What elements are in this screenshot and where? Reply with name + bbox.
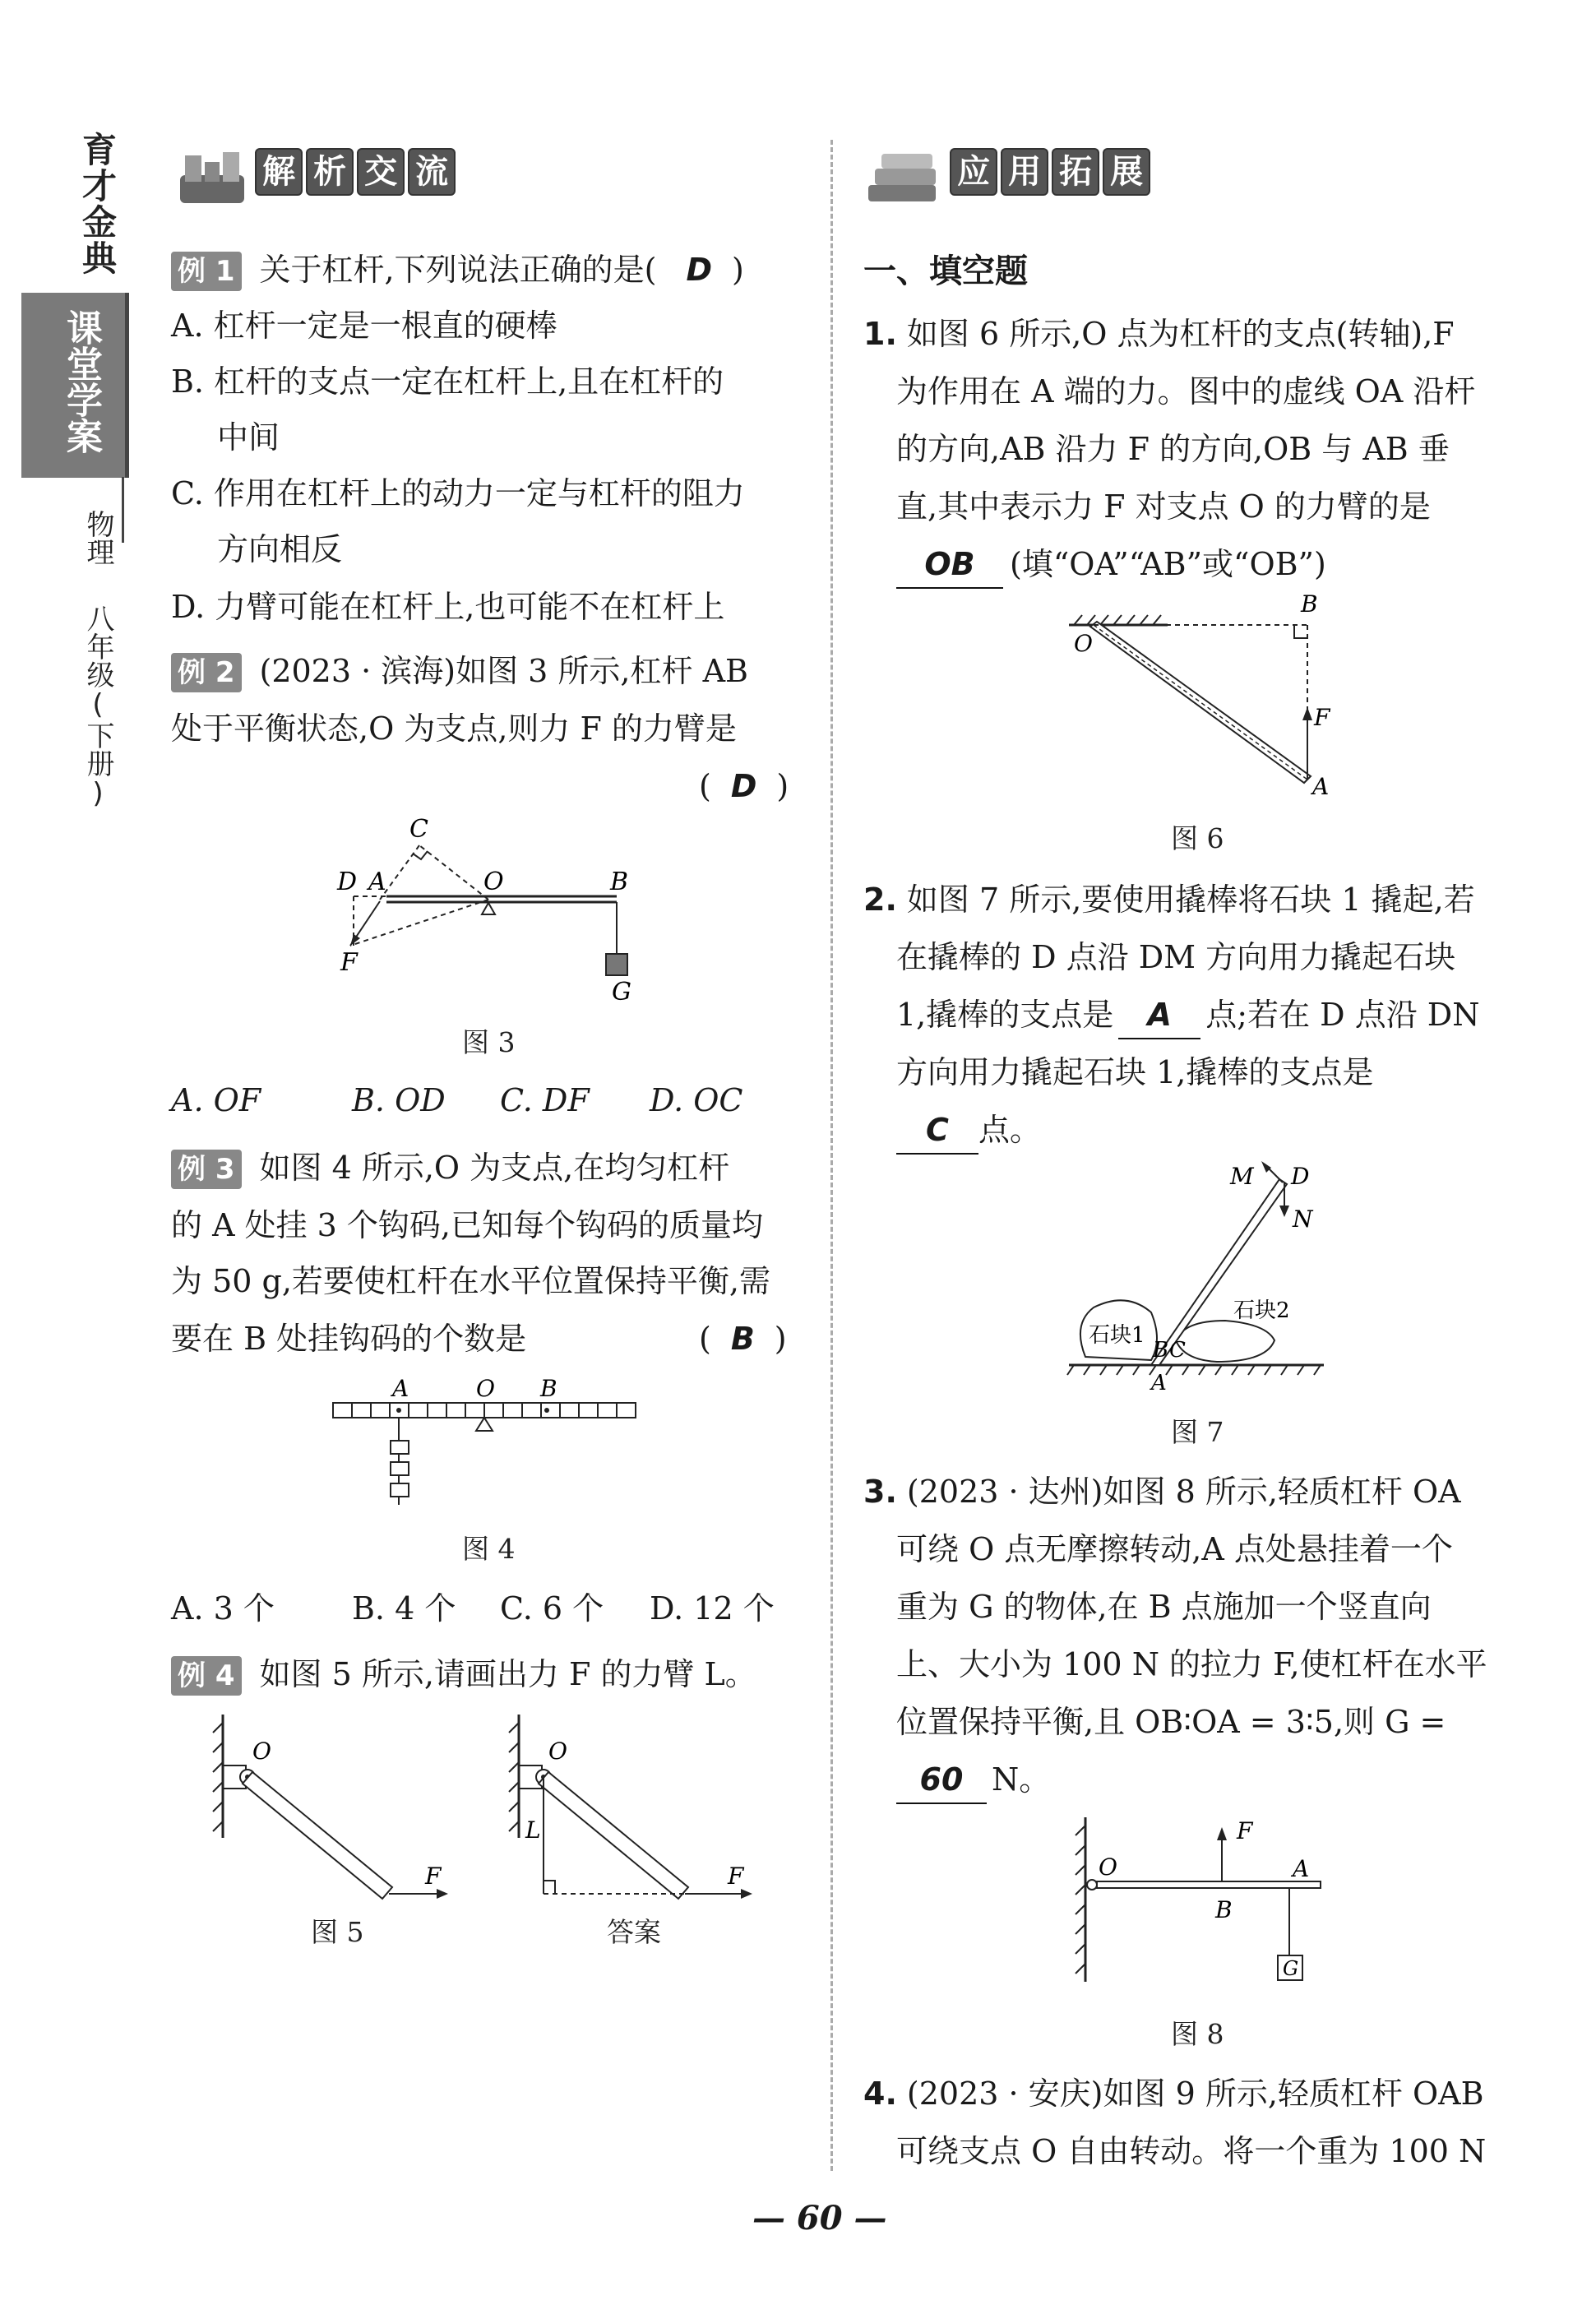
left-header-char: 交 bbox=[357, 148, 405, 196]
figure-3-caption: 图 3 bbox=[462, 1026, 516, 1058]
fig8-label-a: A bbox=[1293, 1855, 1310, 1882]
fig3-label-d: D bbox=[337, 868, 358, 896]
example-4-badge: 例 4 bbox=[171, 1656, 242, 1696]
fig7-label-b: B bbox=[1153, 1338, 1169, 1363]
q4-line-2: 可绕支点 O 自由转动。将一个重为 100 N bbox=[896, 2133, 1487, 2169]
left-header-char: 流 bbox=[408, 148, 456, 196]
right-header-char: 用 bbox=[1001, 148, 1048, 196]
fig4-label-a: A bbox=[392, 1375, 409, 1402]
q1-line-4: 直,其中表示力 F 对支点 O 的力臂的是 bbox=[896, 488, 1431, 525]
left-section-header bbox=[177, 148, 459, 206]
right-header-char: 拓 bbox=[1052, 148, 1099, 196]
q2-line-4: 方向用力撬起石块 1,撬棒的支点是 bbox=[896, 1054, 1374, 1090]
fig5-label-f: F bbox=[425, 1863, 442, 1890]
example-2-stem-2: 处于平衡状态,O 为支点,则力 F 的力臂是 bbox=[171, 710, 737, 747]
example-2-text: (2023 · 滨海)如图 3 所示,杠杆 AB bbox=[259, 653, 748, 689]
example-2-option-c: C. DF bbox=[500, 1082, 590, 1118]
example-3-stem-3: 为 50 g,若要使杠杆在水平位置保持平衡,需 bbox=[171, 1263, 770, 1299]
q2-line-5: C 点。 bbox=[896, 1107, 1041, 1155]
fig5a-label-l: L bbox=[525, 1816, 541, 1844]
example-3-option-c: C. 6 个 bbox=[500, 1590, 604, 1627]
fig7-label-stone2: 石块2 bbox=[1233, 1298, 1290, 1323]
books-icon bbox=[863, 150, 946, 208]
example-1-option-d: D. 力臂可能在杠杆上,也可能不在杠杆上 bbox=[171, 589, 725, 625]
example-1-option-c: C. 作用在杠杆上的动力一定与杠杆的阻力 bbox=[171, 475, 745, 511]
example-4-stem bbox=[171, 1651, 756, 1697]
fig7-label-n: N bbox=[1293, 1206, 1313, 1233]
q2-answer-2: C bbox=[896, 1107, 978, 1155]
example-2-answer-line: ( D ) bbox=[699, 768, 789, 804]
example-2-option-b: B. OD bbox=[352, 1082, 446, 1118]
q1-answer: OB bbox=[896, 541, 1003, 589]
fig3-label-a: A bbox=[368, 868, 386, 896]
q2-line-1: 2. 如图 7 所示,要使用撬棒将石块 1 撬起,若 bbox=[863, 882, 1475, 918]
figure-4 bbox=[325, 1373, 645, 1513]
figure-7-caption: 图 7 bbox=[1171, 1416, 1224, 1448]
example-3-answer-line: ( B ) bbox=[699, 1321, 787, 1357]
fig3-label-o: O bbox=[483, 868, 504, 896]
sidebar-rule bbox=[122, 477, 124, 543]
fig3-label-g: G bbox=[612, 978, 631, 1003]
analysis-icon bbox=[177, 150, 251, 208]
fig3-label-b: B bbox=[610, 868, 629, 896]
example-2-option-a: A. OF bbox=[171, 1082, 261, 1118]
figure-7 bbox=[1061, 1159, 1340, 1406]
fig3-label-f: F bbox=[340, 948, 358, 977]
fig6-label-o: O bbox=[1074, 630, 1093, 657]
page-number: — 60 — bbox=[752, 2199, 887, 2238]
fig7-label-c: C bbox=[1169, 1338, 1186, 1363]
q2-line-2: 在撬棒的 D 点沿 DM 方向用力撬起石块 bbox=[896, 939, 1456, 975]
figure-3 bbox=[312, 814, 658, 1003]
fig7-label-m: M bbox=[1230, 1163, 1254, 1190]
fig5-label-o: O bbox=[252, 1738, 271, 1765]
example-1-option-a: A. 杠杆一定是一根直的硬棒 bbox=[171, 308, 557, 344]
fig5a-label-f: F bbox=[728, 1863, 744, 1890]
example-3-badge: 例 3 bbox=[171, 1150, 242, 1189]
figure-5-answer-caption: 答案 bbox=[607, 1916, 661, 1948]
example-3-stem-4: 要在 B 处挂钩码的个数是 bbox=[171, 1321, 527, 1357]
example-3-option-b: B. 4 个 bbox=[352, 1590, 456, 1627]
figure-5 bbox=[210, 1706, 456, 1904]
q3-line-1: 3. (2023 · 达州)如图 8 所示,轻质杠杆 OA bbox=[863, 1474, 1461, 1510]
q3-line-6: 60 N。 bbox=[896, 1756, 1050, 1804]
example-4-text: 如图 5 所示,请画出力 F 的力臂 L。 bbox=[259, 1656, 756, 1692]
example-3-option-a: A. 3 个 bbox=[171, 1590, 275, 1627]
fig7-label-d: D bbox=[1291, 1163, 1310, 1190]
column-divider bbox=[830, 140, 833, 2171]
fig7-label-stone1: 石块1 bbox=[1089, 1323, 1145, 1348]
q3-line-5: 位置保持平衡,且 OB∶OA = 3∶5,则 G = bbox=[896, 1704, 1446, 1740]
example-3-answer: B bbox=[730, 1321, 755, 1357]
q1-line-5: OB (填“OA”“AB”或“OB”) bbox=[896, 541, 1326, 589]
right-header-char: 应 bbox=[950, 148, 997, 196]
figure-5-caption: 图 5 bbox=[311, 1916, 364, 1948]
figure-8-caption: 图 8 bbox=[1171, 2018, 1224, 2050]
example-3-stem-2: 的 A 处挂 3 个钩码,已知每个钩码的质量均 bbox=[171, 1207, 764, 1243]
fig7-label-a: A bbox=[1151, 1371, 1167, 1395]
sidebar-grade: 八年级(下册) bbox=[81, 604, 114, 810]
sidebar-section-label: 课堂学案 bbox=[60, 309, 102, 454]
q1-line-1: 1. 如图 6 所示,O 点为杠杆的支点(转轴),F bbox=[863, 316, 1455, 352]
fig3-label-c: C bbox=[409, 815, 428, 844]
q3-line-4: 上、大小为 100 N 的拉力 F,使杠杆在水平 bbox=[896, 1646, 1487, 1682]
q4-line-1: 4. (2023 · 安庆)如图 9 所示,轻质杠杆 OAB bbox=[863, 2076, 1484, 2112]
figure-4-caption: 图 4 bbox=[462, 1533, 516, 1565]
fig8-label-g: G bbox=[1283, 1957, 1299, 1980]
example-1-badge: 例 1 bbox=[171, 252, 242, 291]
example-3-option-d: D. 12 个 bbox=[650, 1590, 775, 1627]
q2-answer-1: A bbox=[1118, 992, 1200, 1039]
example-2-option-d: D. OC bbox=[650, 1082, 743, 1118]
example-1-option-c-cont: 方向相反 bbox=[217, 531, 343, 567]
example-3-stem-1 bbox=[171, 1145, 729, 1191]
right-header-char: 展 bbox=[1103, 148, 1150, 196]
example-2-badge: 例 2 bbox=[171, 653, 242, 692]
q1-line-3: 的方向,AB 沿力 F 的方向,OB 与 AB 垂 bbox=[896, 431, 1450, 467]
fig8-label-o: O bbox=[1099, 1853, 1117, 1881]
example-1-close: ) bbox=[732, 252, 744, 288]
fig8-label-f: F bbox=[1237, 1817, 1253, 1844]
q2-line-3: 1,撬棒的支点是 A 点;若在 D 点沿 DN bbox=[896, 992, 1480, 1039]
example-2-answer: D bbox=[730, 768, 757, 804]
figure-5-answer bbox=[506, 1706, 761, 1904]
left-header-char: 析 bbox=[306, 148, 354, 196]
q3-line-2: 可绕 O 点无摩擦转动,A 点处悬挂着一个 bbox=[896, 1531, 1453, 1567]
example-1-option-b: B. 杠杆的支点一定在杠杆上,且在杠杆的 bbox=[171, 363, 724, 400]
example-3-text: 如图 4 所示,O 为支点,在均匀杠杆 bbox=[259, 1150, 730, 1186]
example-2-stem-1 bbox=[171, 648, 748, 694]
q1-line-2: 为作用在 A 端的力。图中的虚线 OA 沿杆 bbox=[896, 373, 1476, 410]
fig5a-label-o: O bbox=[548, 1738, 567, 1765]
sidebar-section-block bbox=[21, 293, 129, 478]
figure-8 bbox=[1069, 1809, 1332, 2006]
fig6-label-b: B bbox=[1301, 592, 1318, 618]
fig6-label-f: F bbox=[1314, 704, 1330, 731]
part-heading: 一、填空题 bbox=[863, 252, 1028, 290]
sidebar-subject: 物理 bbox=[81, 510, 114, 566]
example-1-answer: D bbox=[686, 252, 713, 288]
brand-title: 育才金典 bbox=[77, 132, 118, 276]
fig6-label-a: A bbox=[1312, 773, 1330, 800]
right-section-header bbox=[863, 148, 1154, 206]
q3-line-3: 重为 G 的物体,在 B 点施加一个竖直向 bbox=[896, 1589, 1432, 1625]
figure-6 bbox=[1052, 592, 1349, 806]
example-1-option-b-cont: 中间 bbox=[217, 419, 280, 456]
fig4-label-o: O bbox=[476, 1375, 495, 1402]
fig4-label-b: B bbox=[540, 1375, 557, 1402]
figure-6-caption: 图 6 bbox=[1171, 822, 1224, 854]
example-1-stem bbox=[171, 247, 744, 293]
example-1-text: 关于杠杆,下列说法正确的是( bbox=[259, 252, 657, 288]
fig8-label-b: B bbox=[1215, 1896, 1233, 1923]
left-header-char: 解 bbox=[255, 148, 303, 196]
q3-answer: 60 bbox=[896, 1756, 987, 1804]
